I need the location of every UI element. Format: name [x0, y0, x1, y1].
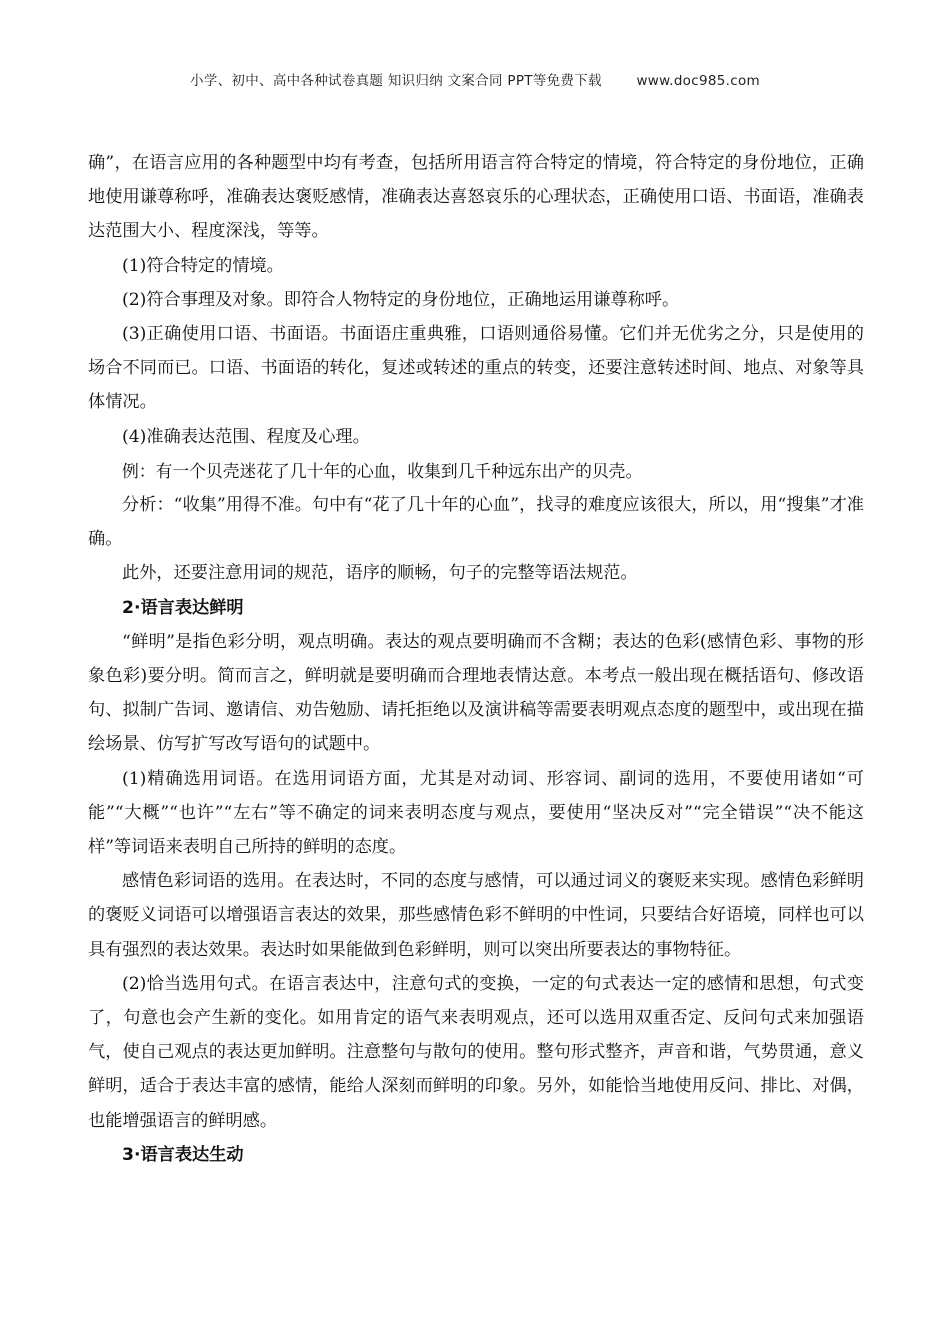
- paragraph: 此外，还要注意用词的规范，语序的顺畅，句子的完整等语法规范。: [122, 563, 638, 584]
- header-tagline: 小学、初中、高中各种试卷真题 知识归纳 文案合同 PPT等免费下载: [190, 73, 602, 89]
- paragraph: “鲜明”是指色彩分明，观点明确。表达的观点要明确而不含糊；表达的色彩(感情色彩、事物的形象色彩)要分明。简而言之，鲜明就是要明确而合理地表情达意。本考点一般出现在概括语句、修改语句、拟制广告词、邀请信、劝告勉励、请托拒绝以及演讲稿等需要表明观点态度的题型中，或出现在描绘场景、仿写扩写改写语句的试题中。: [88, 631, 864, 755]
- paragraph: (4)准确表达范围、程度及心理。: [122, 426, 370, 447]
- paragraph: (3)正确使用口语、书面语。书面语庄重典雅，口语则通俗易懂。它们并无优劣之分，只是使用的场合不同而已。口语、书面语的转化，复述或转述的重点的转变，还要注意转述时间、地点、对象等具体情况。: [88, 324, 864, 413]
- page-header: [0, 69, 950, 89]
- paragraph: (1)精确选用词语。在选用词语方面，尤其是对动词、形容词、副词的选用，不要使用诸如“可能”“大概”“也许”“左右”等不确定的词来表明态度与观点，要使用“坚决反对”“完全错误”“决不能这样”等词语来表明自己所持的鲜明的态度。: [88, 768, 864, 858]
- section-heading: 2·语言表达鲜明: [122, 597, 244, 618]
- paragraph: 感情色彩词语的选用。在表达时，不同的态度与感情，可以通过词义的褒贬来实现。感情色彩鲜明的褒贬义词语可以增强语言表达的效果，那些感情色彩不鲜明的中性词，只要结合好语境，同样也可以具有强烈的表达效果。表达时如果能做到色彩鲜明，则可以突出所要表达的事物特征。: [88, 871, 864, 960]
- paragraph: 分析：“收集”用得不准。句中有“花了几十年的心血”，找寻的难度应该很大，所以，用“搜集”才准确。: [88, 495, 864, 550]
- paragraph: (2)符合事理及对象。即符合人物特定的身份地位，正确地运用谦尊称呼。: [122, 289, 680, 310]
- header-site-link[interactable]: www.doc985.com: [636, 73, 760, 89]
- document-body: [88, 146, 864, 1172]
- paragraph: (1)符合特定的情境。: [122, 255, 284, 276]
- section-heading: 3·语言表达生动: [122, 1144, 244, 1165]
- paragraph: (2)恰当选用句式。在语言表达中，注意句式的变换，一定的句式表达一定的感情和思想，句式变了，句意也会产生新的变化。如用肯定的语气来表明观点，还可以选用双重否定、反问句式来加强语气，使自己观点的表达更加鲜明。注意整句与散句的使用。整句形式整齐，声音和谐，气势贯通，意义鲜明，适合于表达丰富的感情，能给人深刻而鲜明的印象。另外，如能恰当地使用反问、排比、对偶，也能增强语言的鲜明感。: [88, 973, 864, 1131]
- example-sentence: 例：有一个贝壳迷花了几十年的心血，收集到几千种远东出产的贝壳。: [122, 460, 643, 481]
- paragraph: 确”，在语言应用的各种题型中均有考查，包括所用语言符合特定的情境，符合特定的身份地位，正确地使用谦尊称呼，准确表达褒贬感情，准确表达喜怒哀乐的心理状态，正确使用口语、书面语，准确表达范围大小、程度深浅，等等。: [88, 153, 864, 242]
